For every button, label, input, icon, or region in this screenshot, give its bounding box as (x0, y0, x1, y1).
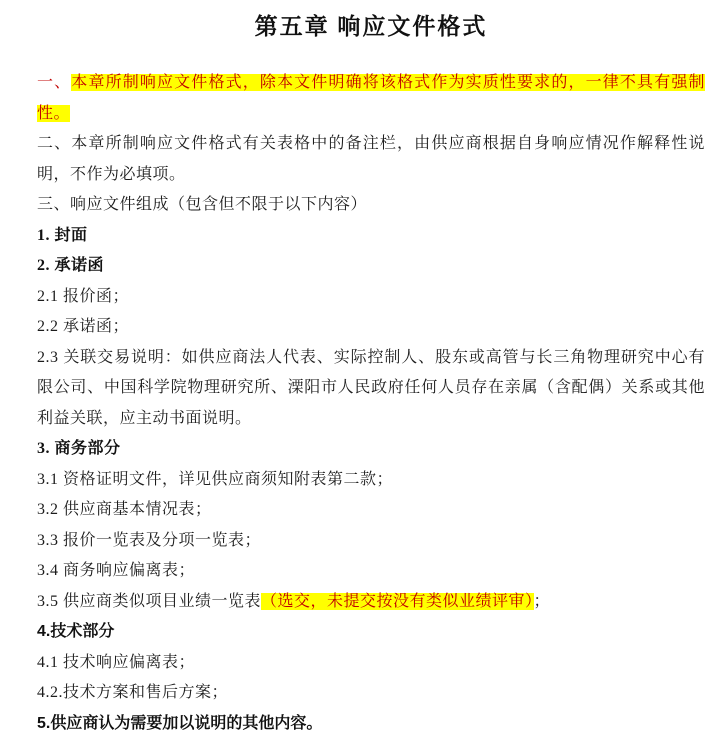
para-item-3-1: 3.1 资格证明文件，详见供应商须知附表第二款； (37, 465, 705, 496)
para-item-2-2: 2.2 承诺函； (37, 312, 705, 343)
heading-section-1-cover: 1. 封面 (37, 221, 705, 252)
heading-section-5-other-content: 5.供应商认为需要加以说明的其他内容。 (37, 709, 705, 739)
para-item-three: 三、响应文件组成（包含但不限于以下内容） (37, 190, 705, 221)
heading-section-4-technical: 4.技术部分 (37, 617, 705, 648)
item-3-5-suffix: ； (534, 593, 551, 610)
para-item-3-4: 3.4 商务响应偏离表； (37, 556, 705, 587)
para-item-one (37, 68, 705, 129)
para-item-two: 二、本章所制响应文件格式有关表格中的备注栏，由供应商根据自身响应情况作解释性说明，不作为必填项。 (37, 129, 705, 190)
item-3-5-highlighted-text: （选交，未提交按没有类似业绩评审） (261, 593, 534, 610)
heading-section-3-business: 3. 商务部分 (37, 434, 705, 465)
para-item-3-5 (37, 587, 705, 618)
item-3-5-prefix: 3.5 供应商类似项目业绩一览表 (37, 593, 261, 610)
para-item-4-1: 4.1 技术响应偏离表； (37, 648, 705, 679)
para-item-2-3: 2.3 关联交易说明：如供应商法人代表、实际控制人、股东或高管与长三角物理研究中心有限公司、中国科学院物理研究所、溧阳市人民政府任何人员存在亲属（含配偶）关系或其他利益关联，应主动书面说明。 (37, 343, 705, 435)
para-item-3-2: 3.2 供应商基本情况表； (37, 495, 705, 526)
page-title: 第五章 响应文件格式 (37, 10, 705, 44)
heading-section-2-commitment-letter: 2. 承诺函 (37, 251, 705, 282)
item-one-highlighted-text: 本章所制响应文件格式，除本文件明确将该格式作为实质性要求的，一律不具有强制性。 (37, 74, 705, 122)
para-item-4-2: 4.2.技术方案和售后方案； (37, 678, 705, 709)
para-item-3-3: 3.3 报价一览表及分项一览表； (37, 526, 705, 557)
item-one-label: 一、 (37, 74, 71, 91)
para-item-2-1: 2.1 报价函； (37, 282, 705, 313)
